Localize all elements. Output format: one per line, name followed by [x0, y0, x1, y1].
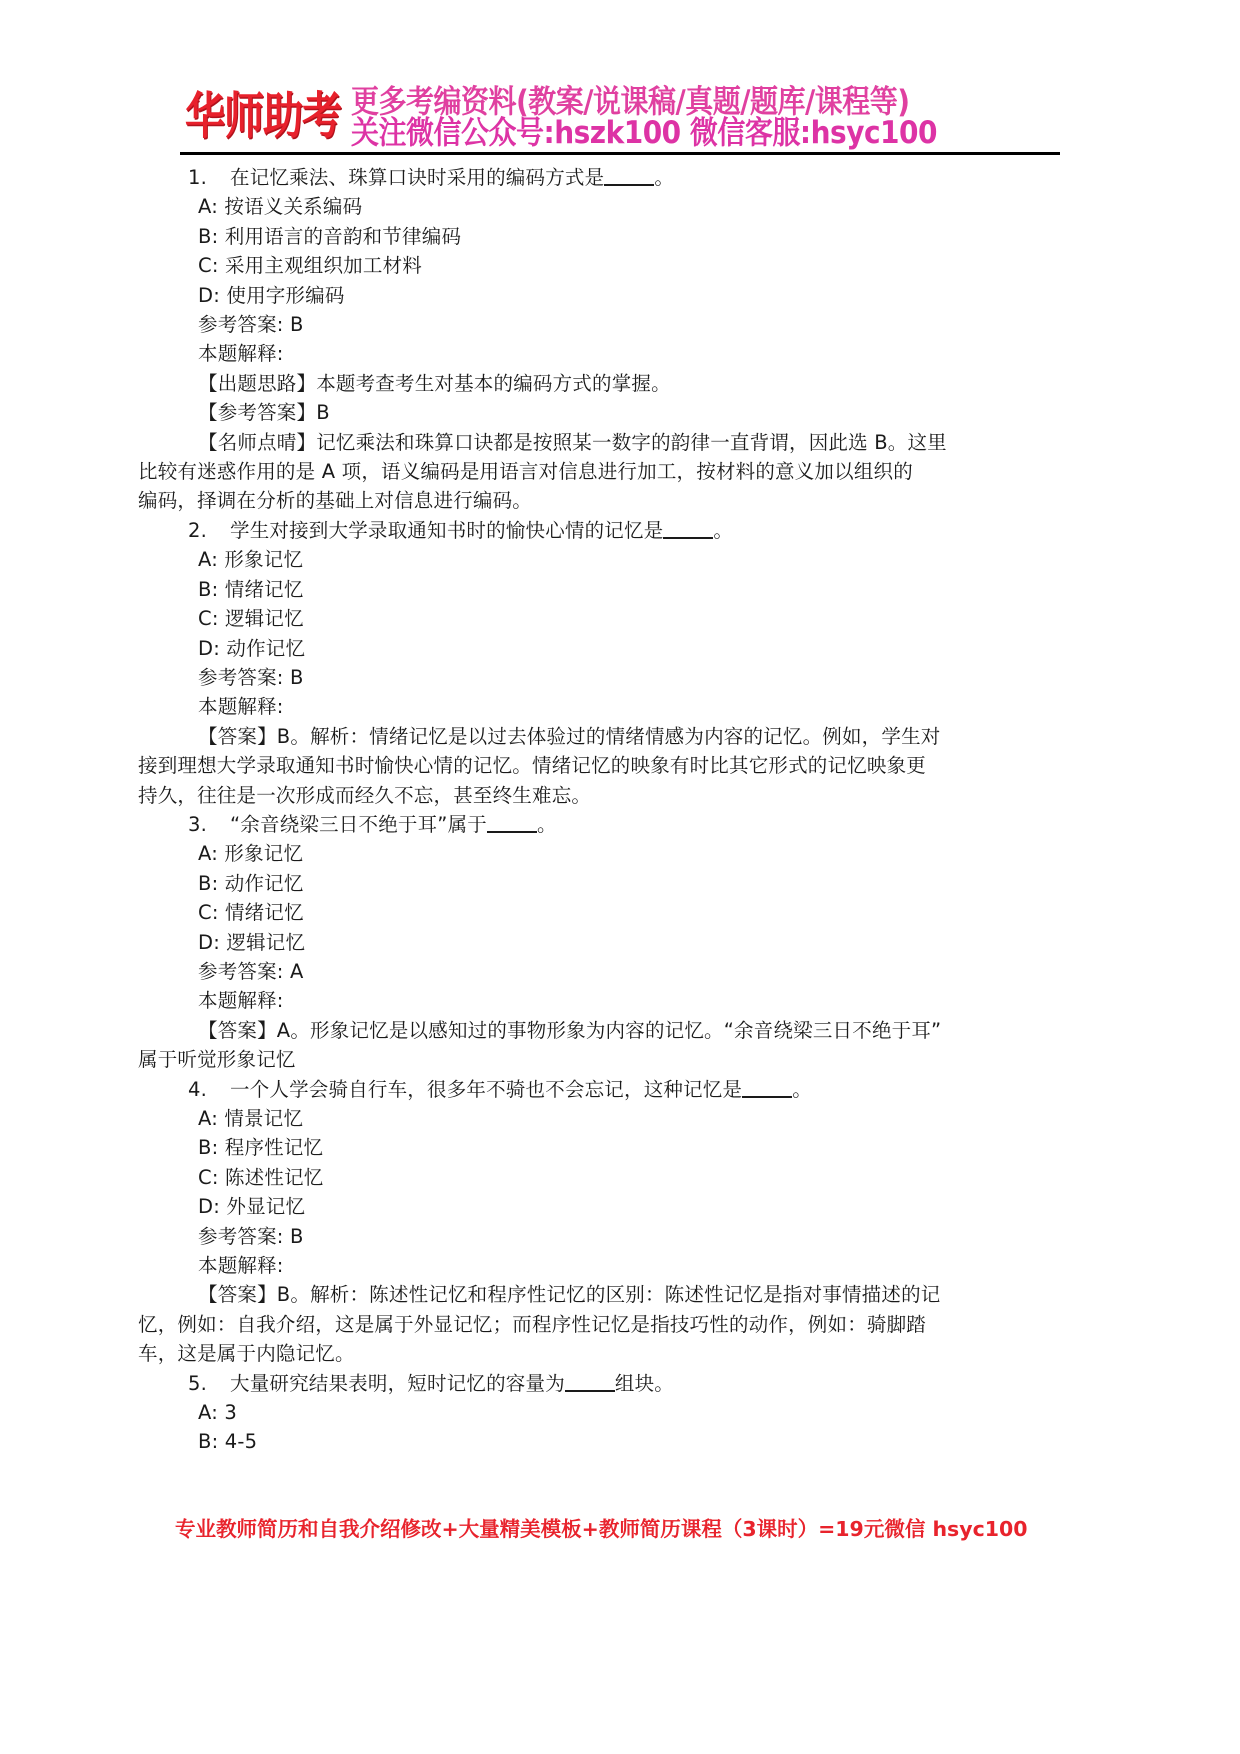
footer-wechat-text: 微信 hsyc100 [884, 1517, 1028, 1541]
question-stem [138, 163, 1058, 192]
explanation-label: 本题解释: [198, 695, 284, 719]
option-d[interactable]: D: 使用字形编码 [198, 283, 345, 307]
option-c[interactable]: C: 采用主观组织加工材料 [198, 254, 422, 278]
explanation-paragraph-line: 编码，择调在分析的基础上对信息进行编码。 [138, 489, 533, 513]
explanation-label: 本题解释: [198, 342, 284, 366]
option-c[interactable]: C: 情绪记忆 [198, 901, 304, 925]
answer-blank [604, 184, 654, 186]
explanation-label: 本题解释: [198, 989, 284, 1013]
option-b[interactable]: B: 程序性记忆 [198, 1136, 324, 1160]
explanation-line: 【参考答案】B [198, 401, 330, 425]
question-text: “余音绕梁三日不绝于耳”属于 [230, 812, 488, 836]
option-a[interactable]: A: 按语义关系编码 [198, 195, 363, 219]
question-text-tail: 。 [713, 518, 734, 542]
question-text: 一个人学会骑自行车，很多年不骑也不会忘记，这种记忆是 [230, 1077, 743, 1101]
question-number: 3. [188, 812, 208, 836]
question-text: 在记忆乘法、珠算口诀时采用的编码方式是 [230, 166, 605, 189]
option-a[interactable]: A: 形象记忆 [198, 548, 304, 572]
question-stem [138, 1369, 1058, 1398]
reference-answer: 参考答案: B [198, 1224, 304, 1248]
question-number: 1. [188, 166, 208, 189]
answer-blank [487, 831, 537, 833]
question-text-tail: 组块。 [614, 1371, 675, 1395]
footer-promo-text: 专业教师简历和自我介绍修改+大量精美模板+教师简历课程（3课时）=19元 [175, 1517, 885, 1541]
explanation-paragraph-line: 接到理想大学录取通知书时愉快心情的记忆。情绪记忆的映象有时比其它形式的记忆映象更 [138, 754, 927, 778]
option-d[interactable]: D: 外显记忆 [198, 1195, 306, 1219]
question-list [138, 163, 1058, 1457]
question-stem [138, 516, 1058, 545]
question-text: 大量研究结果表明，短时记忆的容量为 [230, 1371, 565, 1395]
header-promo-line-2: 关注微信公众号:hszk100 微信客服:hsyc100 [351, 113, 938, 151]
explanation-paragraph-line: 【名师点晴】记忆乘法和珠算口诀都是按照某一数字的韵律一直背谓，因此选 B。这里 [198, 430, 947, 454]
option-d[interactable]: D: 逻辑记忆 [198, 930, 306, 954]
question-number: 4. [188, 1077, 208, 1101]
option-a[interactable]: A: 3 [198, 1401, 237, 1425]
explanation-paragraph-line: 持久，往往是一次形成而经久不忘，甚至终生难忘。 [138, 783, 592, 807]
option-a[interactable]: A: 形象记忆 [198, 842, 304, 866]
reference-answer: 参考答案: A [198, 959, 304, 983]
option-b[interactable]: B: 利用语言的音韵和节律编码 [198, 224, 462, 248]
explanation-paragraph-line: 忆，例如：自我介绍，这是属于外显记忆；而程序性记忆是指技巧性的动作，例如：骑脚踏 [138, 1312, 927, 1336]
question-stem [138, 810, 1058, 839]
option-b[interactable]: B: 4-5 [198, 1430, 258, 1454]
question-text-tail: 。 [537, 812, 557, 836]
explanation-line: 【出题思路】本题考查考生对基本的编码方式的掌握。 [198, 371, 671, 395]
explanation-paragraph-line: 【答案】B。解析：陈述性记忆和程序性记忆的区别：陈述性记忆是指对事情描述的记 [198, 1283, 941, 1307]
answer-blank [663, 537, 713, 539]
option-b[interactable]: B: 动作记忆 [198, 871, 304, 895]
question-number: 2. [188, 518, 208, 542]
explanation-paragraph-line: 比较有迷惑作用的是 A 项，语义编码是用语言对信息进行加工，按材料的意义加以组织的 [138, 460, 913, 484]
answer-blank [742, 1096, 792, 1098]
explanation-paragraph-line: 【答案】A。形象记忆是以感知过的事物形象为内容的记忆。“余音绕梁三日不绝于耳” [198, 1018, 942, 1042]
reference-answer: 参考答案: B [198, 313, 304, 337]
option-d[interactable]: D: 动作记忆 [198, 636, 306, 660]
option-a[interactable]: A: 情景记忆 [198, 1107, 304, 1130]
option-b[interactable]: B: 情绪记忆 [198, 577, 304, 601]
header-divider [180, 152, 1060, 155]
header-promo-line-1: 更多考编资料(教案/说课稿/真题/题库/课程等) [351, 82, 910, 120]
answer-blank [565, 1390, 615, 1392]
explanation-paragraph-line: 【答案】B。解析：情绪记忆是以过去体验过的情绪情感为内容的记忆。例如，学生对 [198, 724, 941, 748]
question-text-tail: 。 [792, 1077, 812, 1101]
question-text-tail: 。 [654, 166, 675, 189]
option-c[interactable]: C: 陈述性记忆 [198, 1165, 324, 1189]
question-text: 学生对接到大学录取通知书时的愉快心情的记忆是 [230, 518, 664, 542]
reference-answer: 参考答案: B [198, 665, 304, 689]
explanation-paragraph-line: 车，这是属于内隐记忆。 [138, 1342, 355, 1366]
brand-logo: 华师助考 [185, 88, 341, 146]
footer-promo [175, 1512, 1075, 1542]
header-promo-text [351, 82, 938, 151]
question-number: 5. [188, 1371, 208, 1395]
header-banner [185, 62, 985, 151]
option-c[interactable]: C: 逻辑记忆 [198, 607, 304, 631]
question-stem [138, 1075, 1058, 1104]
explanation-label: 本题解释: [198, 1254, 284, 1278]
explanation-paragraph-line: 属于听觉形象记忆 [138, 1048, 296, 1072]
